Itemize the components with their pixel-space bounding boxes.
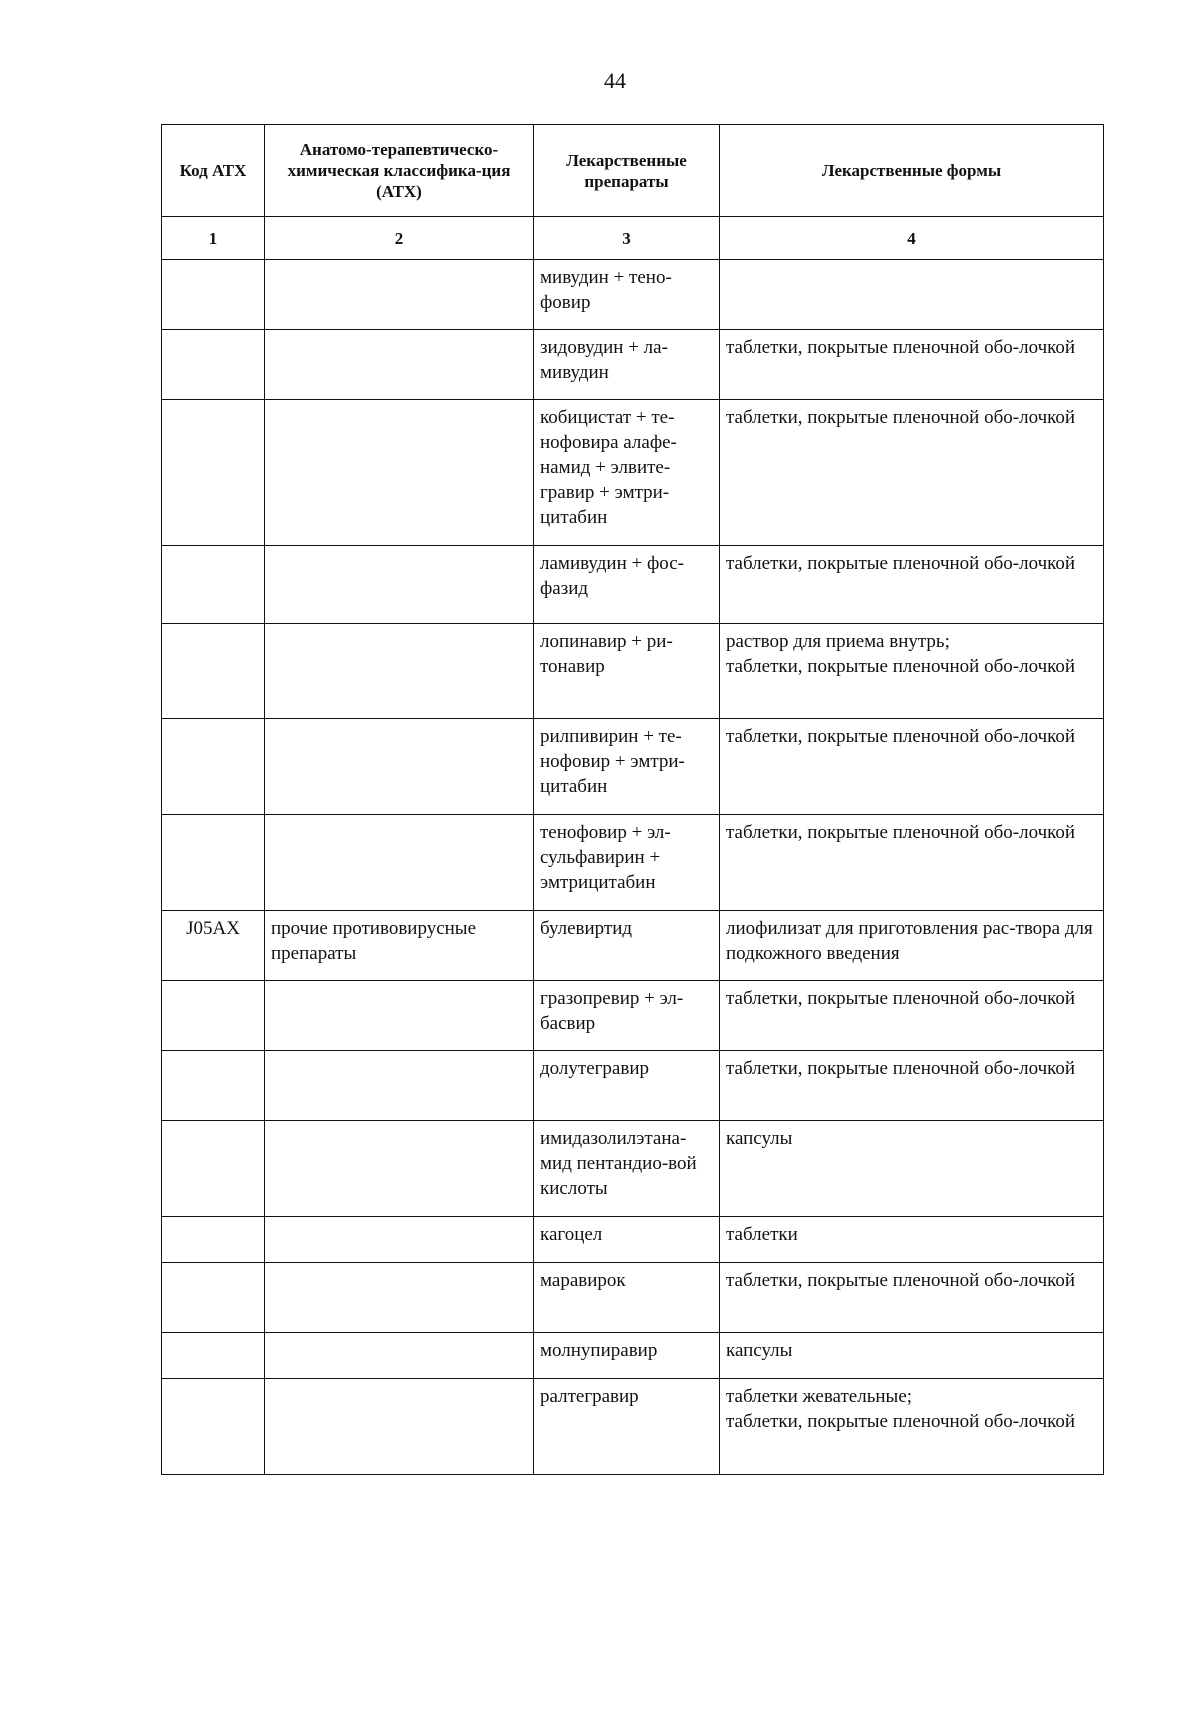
dosage-forms-cell: [720, 260, 1104, 330]
table-row: [162, 981, 1104, 1051]
dosage-forms-cell: [720, 1379, 1104, 1475]
drug-name-cell-text: молнупиравир: [540, 1340, 658, 1361]
dosage-forms-cell: [720, 981, 1104, 1051]
drug-name-cell: [534, 1051, 720, 1121]
atc-code-cell: [162, 400, 265, 546]
dosage-forms-cell-text: капсулы: [726, 1340, 793, 1361]
atc-code-cell-text: J05AX: [186, 918, 240, 939]
table-row: [162, 330, 1104, 400]
dosage-forms-cell: [720, 1051, 1104, 1121]
classification-cell: [265, 1121, 534, 1217]
header-drugs: Лекарственные препараты: [534, 125, 720, 217]
table-body: [162, 260, 1104, 1475]
dosage-forms-cell: [720, 1121, 1104, 1217]
header-classification: Анатомо-терапевтическо-химическая классифика-ция (АТХ): [265, 125, 534, 217]
dosage-forms-cell: [720, 1217, 1104, 1263]
classification-cell: [265, 330, 534, 400]
drug-name-cell-text: гразопревир + эл-басвир: [540, 988, 684, 1034]
classification-cell-text: прочие противовирусные препараты: [271, 918, 477, 964]
dosage-forms-cell-text: таблетки, покрытые пленочной обо-лочкой: [726, 1058, 1076, 1079]
classification-cell: [265, 400, 534, 546]
atc-code-cell: [162, 981, 265, 1051]
classification-cell: [265, 546, 534, 624]
classification-cell: [265, 719, 534, 815]
table-row: [162, 1121, 1104, 1217]
drug-name-cell-text: мивудин + тено-фовир: [540, 267, 672, 313]
classification-cell: [265, 1333, 534, 1379]
classification-cell: [265, 260, 534, 330]
dosage-forms-cell: [720, 330, 1104, 400]
drug-name-cell-text: кобицистат + те-нофовира алафе-намид + элвите-гравир + эмтри-цитабин: [540, 407, 677, 528]
dosage-forms-cell-text: таблетки, покрытые пленочной обо-лочкой: [726, 726, 1076, 747]
atc-code-cell: [162, 719, 265, 815]
atc-code-cell: [162, 1121, 265, 1217]
dosage-forms-cell-text: таблетки, покрытые пленочной обо-лочкой: [726, 407, 1076, 428]
dosage-forms-cell: [720, 1263, 1104, 1333]
drug-name-cell-text: кагоцел: [540, 1224, 603, 1245]
table-row: [162, 1333, 1104, 1379]
classification-cell: [265, 624, 534, 719]
table-row: [162, 815, 1104, 911]
drug-name-cell-text: маравирок: [540, 1270, 626, 1291]
drug-name-cell: [534, 815, 720, 911]
column-number: 2: [265, 217, 534, 260]
atc-code-cell: [162, 624, 265, 719]
drug-name-cell: [534, 911, 720, 981]
table-row: [162, 400, 1104, 546]
dosage-forms-cell: [720, 719, 1104, 815]
table-row: [162, 911, 1104, 981]
classification-cell: [265, 911, 534, 981]
classification-cell: [265, 815, 534, 911]
drug-table: [161, 124, 1104, 1475]
classification-cell: [265, 981, 534, 1051]
table-row: [162, 1263, 1104, 1333]
table-row: [162, 546, 1104, 624]
dosage-forms-cell-text: таблетки, покрытые пленочной обо-лочкой: [726, 553, 1076, 574]
dosage-forms-cell-text: таблетки, покрытые пленочной обо-лочкой: [726, 988, 1076, 1009]
table-row: [162, 1217, 1104, 1263]
atc-code-cell: [162, 330, 265, 400]
classification-cell: [265, 1051, 534, 1121]
table-row: [162, 1051, 1104, 1121]
dosage-forms-cell-text: таблетки жевательные; таблетки, покрытые пленочной обо-лочкой: [726, 1386, 1076, 1432]
header-forms: Лекарственные формы: [720, 125, 1104, 217]
dosage-forms-cell: [720, 624, 1104, 719]
dosage-forms-cell-text: лиофилизат для приготовления рас-твора для подкожного введения: [726, 918, 1093, 964]
drug-name-cell: [534, 1263, 720, 1333]
atc-code-cell: [162, 911, 265, 981]
dosage-forms-cell-text: капсулы: [726, 1128, 793, 1149]
table-row: [162, 1379, 1104, 1475]
atc-code-cell: [162, 1217, 265, 1263]
column-number: 3: [534, 217, 720, 260]
atc-code-cell: [162, 1263, 265, 1333]
drug-name-cell-text: имидазолилэтана-мид пентандио-вой кислоты: [540, 1128, 697, 1199]
drug-name-cell: [534, 260, 720, 330]
column-number-row: [162, 217, 1104, 260]
atc-code-cell: [162, 546, 265, 624]
drug-name-cell-text: тенофовир + эл-сульфавирин + эмтрицитабин: [540, 822, 671, 893]
table-row: [162, 624, 1104, 719]
drug-name-cell-text: долутегравир: [540, 1058, 649, 1079]
drug-name-cell-text: ралтегравир: [540, 1386, 639, 1407]
drug-name-cell-text: рилпивирин + те-нофовир + эмтри-цитабин: [540, 726, 685, 797]
page-number: 44: [604, 68, 626, 93]
drug-name-cell-text: ламивудин + фос-фазид: [540, 553, 684, 599]
drug-name-cell: [534, 1217, 720, 1263]
dosage-forms-cell-text: таблетки: [726, 1224, 798, 1245]
column-number: 4: [720, 217, 1104, 260]
atc-code-cell: [162, 260, 265, 330]
drug-name-cell: [534, 624, 720, 719]
classification-cell: [265, 1217, 534, 1263]
dosage-forms-cell: [720, 546, 1104, 624]
dosage-forms-cell-text: таблетки, покрытые пленочной обо-лочкой: [726, 1270, 1076, 1291]
drug-name-cell: [534, 1121, 720, 1217]
dosage-forms-cell-text: таблетки, покрытые пленочной обо-лочкой: [726, 822, 1076, 843]
drug-name-cell: [534, 330, 720, 400]
drug-name-cell: [534, 1333, 720, 1379]
drug-name-cell: [534, 546, 720, 624]
drug-name-cell-text: лопинавир + ри-тонавир: [540, 631, 673, 677]
column-number: 1: [162, 217, 265, 260]
drug-name-cell-text: зидовудин + ла-мивудин: [540, 337, 668, 383]
classification-cell: [265, 1263, 534, 1333]
header-atc-code: Код АТХ: [162, 125, 265, 217]
atc-code-cell: [162, 815, 265, 911]
table-header-row: [162, 125, 1104, 217]
atc-code-cell: [162, 1333, 265, 1379]
table-row: [162, 719, 1104, 815]
drug-name-cell: [534, 400, 720, 546]
dosage-forms-cell-text: таблетки, покрытые пленочной обо-лочкой: [726, 337, 1076, 358]
drug-name-cell-text: булевиртид: [540, 918, 633, 939]
dosage-forms-cell: [720, 911, 1104, 981]
drug-name-cell: [534, 981, 720, 1051]
drug-name-cell: [534, 1379, 720, 1475]
dosage-forms-cell: [720, 815, 1104, 911]
table-row: [162, 260, 1104, 330]
dosage-forms-cell: [720, 400, 1104, 546]
dosage-forms-cell: [720, 1333, 1104, 1379]
classification-cell: [265, 1379, 534, 1475]
atc-code-cell: [162, 1379, 265, 1475]
drug-name-cell: [534, 719, 720, 815]
atc-code-cell: [162, 1051, 265, 1121]
dosage-forms-cell-text: раствор для приема внутрь; таблетки, покрытые пленочной обо-лочкой: [726, 631, 1076, 677]
